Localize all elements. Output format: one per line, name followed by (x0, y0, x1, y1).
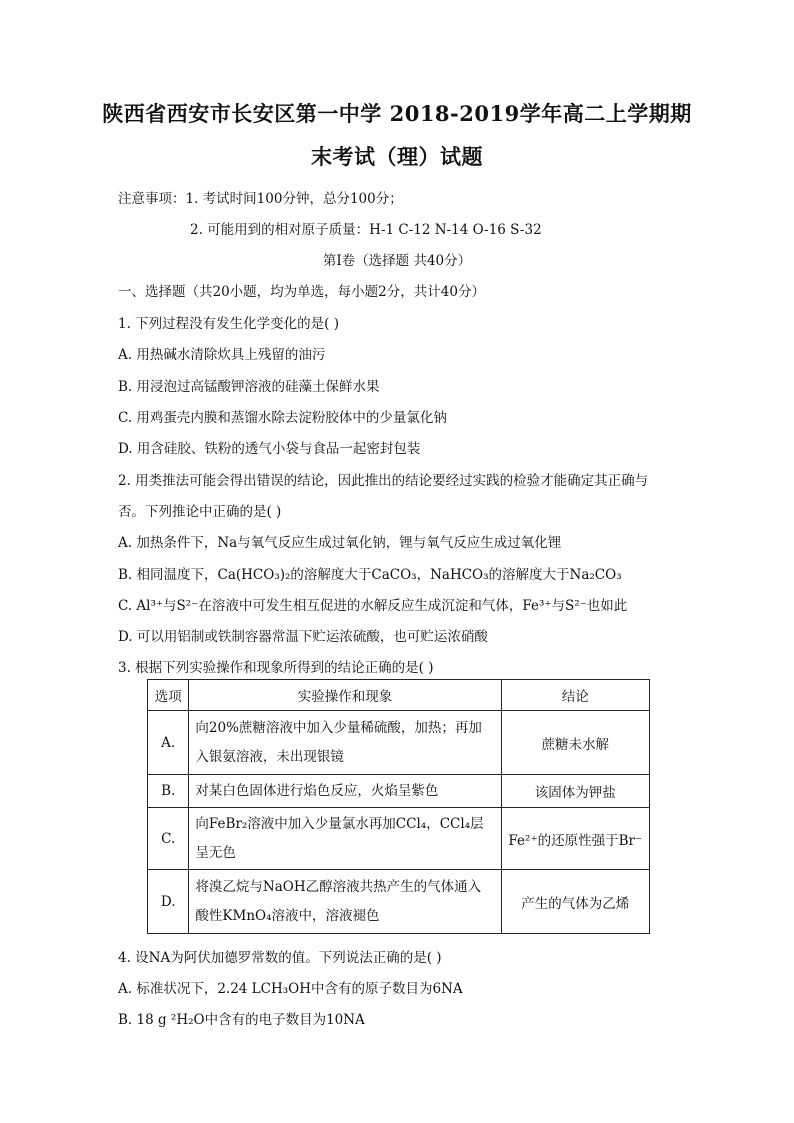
q3-header-procedure: 实验操作和现象 (189, 680, 501, 711)
q1-stem: 1. 下列过程没有发生化学变化的是( ) (118, 316, 339, 332)
q4-option-b: B. 18 g ²H₂O中含有的电子数目为10NA (118, 1012, 365, 1028)
q1-option-a: A. 用热碱水清除炊具上残留的油污 (118, 347, 326, 363)
notes-line2: 2. 可能用到的相对原子质量：H-1 C-12 N-14 O-16 S-32 (190, 222, 542, 238)
q3-row-b-procedure: 对某白色固体进行焰色反应，火焰呈紫色 (189, 775, 501, 808)
q2-stem-line1: 2. 用类推法可能会得出错误的结论，因此推出的结论要经过实践的检验才能确定其正确与 (118, 473, 649, 489)
table-row (148, 808, 650, 870)
q1-option-b: B. 用浸泡过高锰酸钾溶液的硅藻土保鲜水果 (118, 379, 380, 395)
q3-row-d-conclusion: 产生的气体为乙烯 (501, 870, 650, 934)
q2-option-c: C. Al³⁺与S²⁻在溶液中可发生相互促进的水解反应生成沉淀和气体，Fe³⁺与S²⁻也如此 (118, 598, 628, 614)
q3-row-c-conclusion: Fe²⁺的还原性强于Br⁻ (501, 808, 650, 870)
table-row (148, 711, 650, 775)
q3-row-c-option: C. (148, 808, 189, 870)
q4-option-a: A. 标准状况下，2.24 LCH₃OH中含有的原子数目为6NA (118, 981, 463, 997)
q1-option-c: C. 用鸡蛋壳内膜和蒸馏水除去淀粉胶体中的少量氯化钠 (118, 410, 447, 426)
q3-table (147, 679, 650, 934)
q3-row-b-option: B. (148, 775, 189, 808)
section-title: 一、选择题（共20小题，均为单选，每小题2分，共计40分） (118, 284, 485, 300)
notes-line1: 注意事项：1. 考试时间100分钟，总分100分； (118, 191, 403, 207)
q3-header-conclusion: 结论 (501, 680, 650, 711)
q3-table-header-row (148, 680, 650, 711)
exam-title-line1: 陕西省西安市长安区第一中学 2018-2019学年高二上学期期 (102, 101, 692, 126)
table-row (148, 775, 650, 808)
q3-stem: 3. 根据下列实验操作和现象所得到的结论正确的是( ) (118, 660, 434, 676)
q3-row-b-conclusion: 该固体为钾盐 (501, 775, 650, 808)
q3-header-option: 选项 (148, 680, 189, 711)
q2-option-d: D. 可以用铝制或铁制容器常温下贮运浓硫酸，也可贮运浓硝酸 (118, 629, 488, 645)
q3-row-a-procedure: 向20%蔗糖溶液中加入少量稀硫酸，加热；再加入银氨溶液，未出现银镜 (189, 711, 501, 775)
q2-stem-line2: 否。下列推论中正确的是( ) (118, 504, 282, 520)
q3-row-a-option: A. (148, 711, 189, 775)
q3-row-a-conclusion: 蔗糖未水解 (501, 711, 650, 775)
q2-option-a: A. 加热条件下，Na与氧气反应生成过氧化钠，锂与氧气反应生成过氧化锂 (118, 535, 562, 551)
table-row (148, 870, 650, 934)
q3-row-d-option: D. (148, 870, 189, 934)
q3-row-c-procedure: 向FeBr₂溶液中加入少量氯水再加CCl₄，CCl₄层呈无色 (189, 808, 501, 870)
q1-option-d: D. 用含硅胶、铁粉的透气小袋与食品一起密封包装 (118, 441, 421, 457)
q4-stem: 4. 设NA为阿伏加德罗常数的值。下列说法正确的是( ) (118, 950, 442, 966)
q3-row-d-procedure: 将溴乙烷与NaOH乙醇溶液共热产生的气体通入酸性KMnO₄溶液中，溶液褪色 (189, 870, 501, 934)
volume-title: 第Ⅰ卷（选择题 共40分） (322, 253, 472, 269)
q2-option-b: B. 相同温度下，Ca(HCO₃)₂的溶解度大于CaCO₃，NaHCO₃的溶解度大于Na₂CO₃ (118, 567, 622, 583)
exam-title-line2: 末考试（理）试题 (311, 144, 483, 169)
